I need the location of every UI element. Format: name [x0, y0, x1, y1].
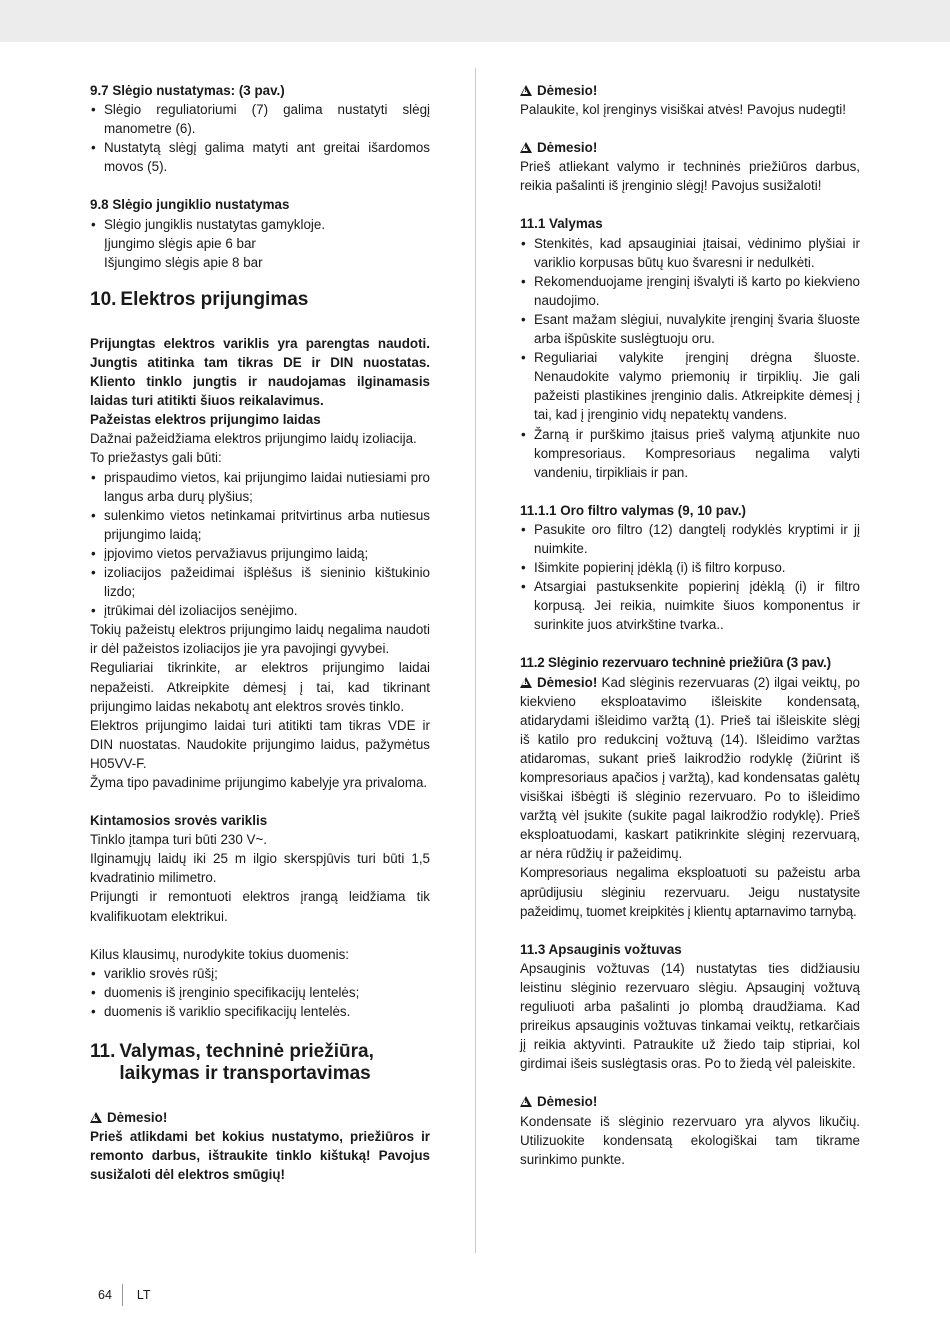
list-item: • Slėgio jungiklis nustatytas gamykloje.	[90, 215, 430, 234]
paragraph: Elektros prijungimo laidai turi atitikti tam tikras VDE ir DIN nuostatas. Naudokite prijungimo laidus, pažymėtus H05VV-F.	[90, 717, 430, 771]
warning-text: Palaukite, kol įrenginys visiškai atvės! Pavojus nudegti!	[520, 102, 847, 118]
list-item: • Stenkitės, kad apsauginiai įtaisai, vėdinimo plyšiai ir variklio korpusas būtų kuo švaresni ir nedulkėti.	[520, 234, 860, 272]
left-column	[90, 81, 430, 1184]
list-item: • Atsargiai pastuksenkite popierinį įdėklą (i) ir filtro korpusą. Jei reikia, nuimkite šiuos komponentus ir surinkite juos atvirkštine tvarka..	[520, 577, 860, 634]
paragraph: Prijungti ir remontuoti elektros įrangą leidžiama tik kvalifikuotam elektrikui.	[90, 889, 430, 924]
section-11-1-1-title: 11.1.1 Oro filtro valymas (9, 10 pav.)	[520, 502, 747, 518]
paragraph	[520, 673, 860, 864]
heading-number: 11.	[90, 1041, 116, 1063]
footer-divider	[122, 1284, 123, 1306]
warning-label: Dėmesio!	[107, 1110, 168, 1126]
damaged-cable-title: Pažeistas elektros prijungimo laidas	[90, 412, 321, 428]
paragraph: Ilginamųjų laidų iki 25 m ilgio skerspjūvis turi būti 1,5 kvadratinio milimetro.	[90, 851, 430, 886]
list-item: • sulenkimo vietos netinkamai pritvirtinus arba nutiesus prijungimo laidą;	[90, 506, 430, 544]
section-9-8-title: 9.8 Slėgio jungiklio nustatymas	[90, 197, 290, 213]
list-item: • Esant mažam slėgiui, nuvalykite įrenginį švaria šluoste arba išpūskite suslėgtuoju oru.	[520, 310, 860, 348]
warning-heading	[520, 138, 860, 157]
paragraph: Kompresoriaus negalima eksploatuoti su pažeistu arba aprūdijusiu slėginiu rezervuaru. Jeigu nustatysite pažeidimų, tuomet kreipkitės į klientų aptarnavimo tarnybą.	[520, 865, 860, 919]
paragraph-text: Kad slėginis rezervuaras (2) ilgai veiktų, po kiekvieno eksploatavimo išleiskite kondensatą, atidarydami išleidimo varžtą (1). Prieš tai išleiskite slėgį iš katilo pro redukcinį vožtuvą (14). Išleidimo varžtas atidaromas, sukant prieš laikrodžio rodyklę (žiūrint iš kompresoriaus apačios į varžtą), kad kondensatas galėtų visiškai išbėgti iš slėginio rezervuaro. Po to išleidimo varžtą vėl įsukite (sukite pagal laikrodžio rodyklę). Prieš eksploatuodami, kaskart patikrinkite slėginį rezervuarą, ar nėra rūdžių ir pažeidimų.	[520, 674, 860, 862]
list-item: • izoliacijos pažeidimai išplėšus iš sieninio kištukinio lizdo;	[90, 563, 430, 601]
list-item: • Žarną ir purškimo įtaisus prieš valymą atjunkite nuo kompresoriaus. Kompresoriaus negalima valyti vandeniu, tirpikliais ir pan.	[520, 425, 860, 482]
switch-on-pressure: Įjungimo slėgis apie 6 bar	[104, 235, 256, 251]
warning-label: Dėmesio!	[537, 1094, 598, 1110]
warning-heading	[520, 1092, 860, 1111]
list-item: • variklio srovės rūšį;	[90, 964, 430, 983]
section-9-8-list	[90, 215, 430, 234]
list-item: • Išimkite popierinį įdėklą (i) iš filtro korpuso.	[520, 558, 860, 577]
list-item: • įtrūkimai dėl izoliacijos senėjimo.	[90, 601, 430, 620]
paragraph: Tokių pažeistų elektros prijungimo laidų negalima naudoti ir dėl pažeistos izoliacijos jie yra pavojingi gyvybei.	[90, 622, 430, 657]
list-item: • prispaudimo vietos, kai prijungimo laidai nutiesiami pro langus arba durų plyšius;	[90, 468, 430, 506]
warning-text: Prieš atlikdami bet kokius nustatymo, priežiūros ir remonto darbus, ištraukite tinklo kištuką! Pavojus susižaloti dėl elektros smūgių!	[90, 1129, 430, 1183]
column-divider	[475, 68, 476, 1253]
heading-number: 10.	[90, 288, 117, 310]
heading-title: Valymas, techninė priežiūra, laikymas ir transportavimas	[119, 1041, 374, 1085]
air-filter-list	[520, 520, 860, 635]
paragraph: To priežastys gali būti:	[90, 450, 222, 466]
right-column	[520, 81, 860, 1169]
warning-icon	[520, 1096, 532, 1107]
warning-icon	[520, 85, 532, 96]
heading-10	[90, 289, 430, 311]
switch-off-pressure: Išjungimo slėgis apie 8 bar	[104, 254, 263, 270]
warning-heading	[520, 81, 860, 100]
section-11-3-title: 11.3 Apsauginis vožtuvas	[520, 941, 682, 957]
paragraph: Tinklo įtampa turi būti 230 V~.	[90, 832, 268, 848]
page-footer	[98, 1284, 151, 1306]
warning-text: Kondensate iš slėginio rezervuaro yra alyvos likučių. Utilizuokite kondensatą ekologiškai tam tikrame surinkimo punkte.	[520, 1113, 860, 1167]
top-band	[0, 0, 950, 42]
section-9-7-list	[90, 100, 430, 176]
paragraph: Dažnai pažeidžiama elektros prijungimo laidų izoliacija.	[90, 431, 417, 447]
list-item: • Slėgio reguliatoriumi (7) galima nustatyti slėgį manometre (6).	[90, 100, 430, 138]
heading-11	[90, 1041, 430, 1085]
warning-label: Dėmesio!	[537, 140, 598, 156]
warning-icon	[90, 1112, 102, 1123]
paragraph: Reguliariai tikrinkite, ar elektros prijungimo laidai nepažeisti. Atkreipkite dėmesį į tai, kad tikrinant prijungimo laidas nekabotų ant elektros srovės tinklo.	[90, 660, 430, 714]
section-11-1-title: 11.1 Valymas	[520, 216, 603, 232]
heading-title: Elektros prijungimas	[120, 288, 309, 310]
warning-heading	[90, 1108, 430, 1127]
warning-icon	[520, 677, 532, 688]
language-code: LT	[136, 1288, 151, 1302]
list-item: • Reguliariai valykite įrenginį drėgna šluoste. Nenaudokite valymo priemonių ir tirpiklių. Jie gali pažeisti plastikines įrenginio dalis. Atkreipkite dėmesį į tai, kad į įrenginio vidų nepatektų vandens.	[520, 348, 860, 424]
electrical-intro: Prijungtas elektros variklis yra parengtas naudoti. Jungtis atitinka tam tikras DE ir DIN nuostatas. Kliento tinklo jungtis ir naudojamas ilginamasis laidas turi atitikti šiuos reikalavimus.	[90, 335, 430, 409]
warning-label: Dėmesio!	[537, 674, 598, 690]
section-11-2-title: 11.2 Slėginio rezervuaro techninė priežiūra (3 pav.)	[520, 655, 831, 671]
list-item: • Rekomenduojame įrenginį išvalyti iš karto po kiekvieno naudojimo.	[520, 272, 860, 310]
cleaning-list	[520, 234, 860, 482]
list-item: • Pasukite oro filtro (12) dangtelį rodyklės kryptimi ir jį nuimkite.	[520, 520, 860, 558]
damage-causes-list	[90, 468, 430, 621]
page-number: 64	[98, 1288, 112, 1302]
section-9-7-title: 9.7 Slėgio nustatymas: (3 pav.)	[90, 83, 285, 98]
list-item: • įpjovimo vietos pervažiavus prijungimo laidą;	[90, 544, 430, 563]
list-item: • duomenis iš įrenginio specifikacijų lentelės;	[90, 983, 430, 1002]
questions-list	[90, 964, 430, 1021]
warning-label: Dėmesio!	[537, 83, 598, 98]
ac-motor-title: Kintamosios srovės variklis	[90, 813, 268, 829]
list-item: • duomenis iš variklio specifikacijų lentelės.	[90, 1002, 430, 1021]
paragraph: Žyma tipo pavadinime prijungimo kabelyje yra privaloma.	[90, 775, 428, 790]
paragraph: Kilus klausimų, nurodykite tokius duomenis:	[90, 946, 350, 962]
list-item: • Nustatytą slėgį galima matyti ant greitai išardomos movos (5).	[90, 138, 430, 176]
warning-text: Prieš atliekant valymo ir techninės priežiūros darbus, reikia pašalinti iš įrenginio slėgį! Pavojus susižaloti!	[520, 159, 860, 194]
warning-icon	[520, 142, 532, 153]
paragraph: Apsauginis vožtuvas (14) nustatytas ties didžiausiu leistinu slėginio rezervuaro slėgiu. Apsauginį vožtuvą reguliuoti arba pašalinti jo plombą draudžiama. Kad prireikus apsauginis vožtuvas tinkamai veiktų, retkarčiais jį reikia aktyvinti. Patraukite už žiedo taip stipriai, kol girdimai išeis suslėgtasis oras. Po to žiedą vėl paleiskite.	[520, 960, 860, 1072]
